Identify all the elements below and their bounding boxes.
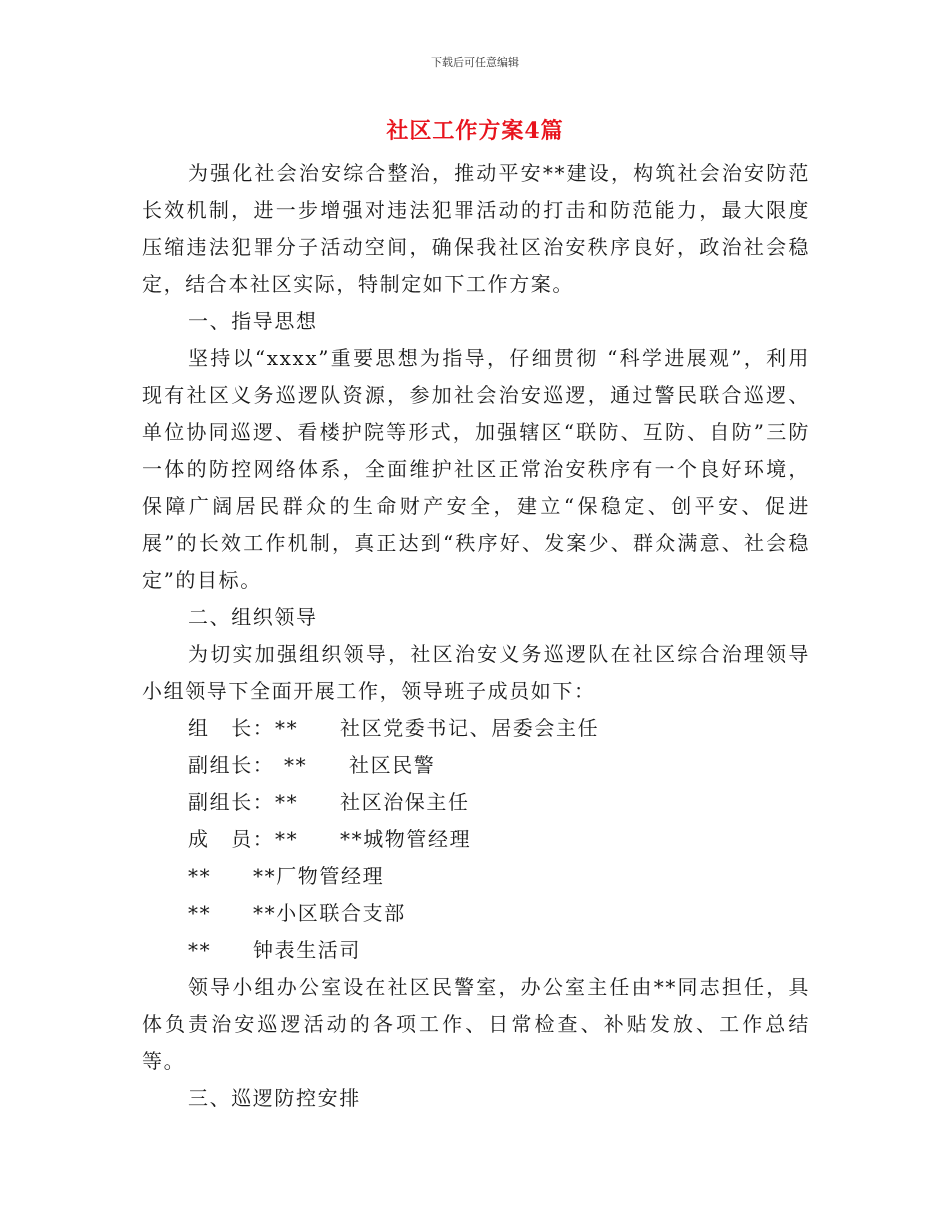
document-body [142,155,810,1117]
section-heading-guiding-ideology: 一、指导思想 [188,309,318,333]
header-note: 下载后可任意编辑 [431,56,519,69]
section-heading-organization: 二、组织领导 [188,605,318,629]
member-row-member [142,821,810,858]
member-row-leader [142,710,810,747]
member-name: ** [275,827,299,851]
member-row-deputy [142,747,810,784]
member-role: 组 长： [188,716,275,740]
member-row-deputy [142,784,810,821]
member-position: 社区民警 [349,753,436,777]
organization-paragraph: 为切实加强组织领导，社区治安义务巡逻队在社区综合治理领导小组领导下全面开展工作，领导班子成员如下： [142,642,810,703]
member-name: ** [188,901,212,925]
member-role: 成 员： [188,827,275,851]
section-heading-patrol: 三、巡逻防控安排 [188,1086,361,1110]
member-position: **厂物管经理 [253,864,385,888]
member-name: ** [188,864,212,888]
member-row-sub [142,895,810,932]
intro-paragraph: 为强化社会治安综合整治，推动平安**建设，构筑社会治安防范长效机制，进一步增强对违法犯罪活动的打击和防范能力，最大限度压缩违法犯罪分子活动空间，确保我社区治安秩序良好，政治社会稳定，结合本社区实际，特制定如下工作方案。 [142,161,810,296]
member-name: ** [188,938,212,962]
member-name: ** [275,716,299,740]
member-row-sub [142,858,810,895]
member-name: ** [284,753,308,777]
document-title: 社区工作方案4篇 [386,118,564,144]
member-position: 钟表生活司 [253,938,361,962]
member-row-sub [142,932,810,969]
member-position: **城物管经理 [340,827,472,851]
member-role: 副组长： [188,753,275,777]
member-role: 副组长： [188,790,275,814]
office-paragraph: 领导小组办公室设在社区民警室，办公室主任由**同志担任，具体负责治安巡逻活动的各项工作、日常检查、补贴发放、工作总结等。 [142,975,810,1073]
member-position: **小区联合支部 [253,901,406,925]
member-name: ** [275,790,299,814]
member-position: 社区党委书记、居委会主任 [340,716,600,740]
guiding-ideology-paragraph: 坚持以“xxxx”重要思想为指导，仔细贯彻 “科学进展观”，利用现有社区义务巡逻队资源，参加社会治安巡逻，通过警民联合巡逻、单位协同巡逻、看楼护院等形式，加强辖区“联防、互防、自防”三防一体的防控网络体系，全面维护社区正常治安秩序有一个良好环境，保障广阔居民群众的生命财产安全，建立“保稳定、创平安、促进展”的长效工作机制，真正达到“秩序好、发案少、群众满意、社会稳定”的目标。 [142,346,810,592]
member-position: 社区治保主任 [340,790,470,814]
